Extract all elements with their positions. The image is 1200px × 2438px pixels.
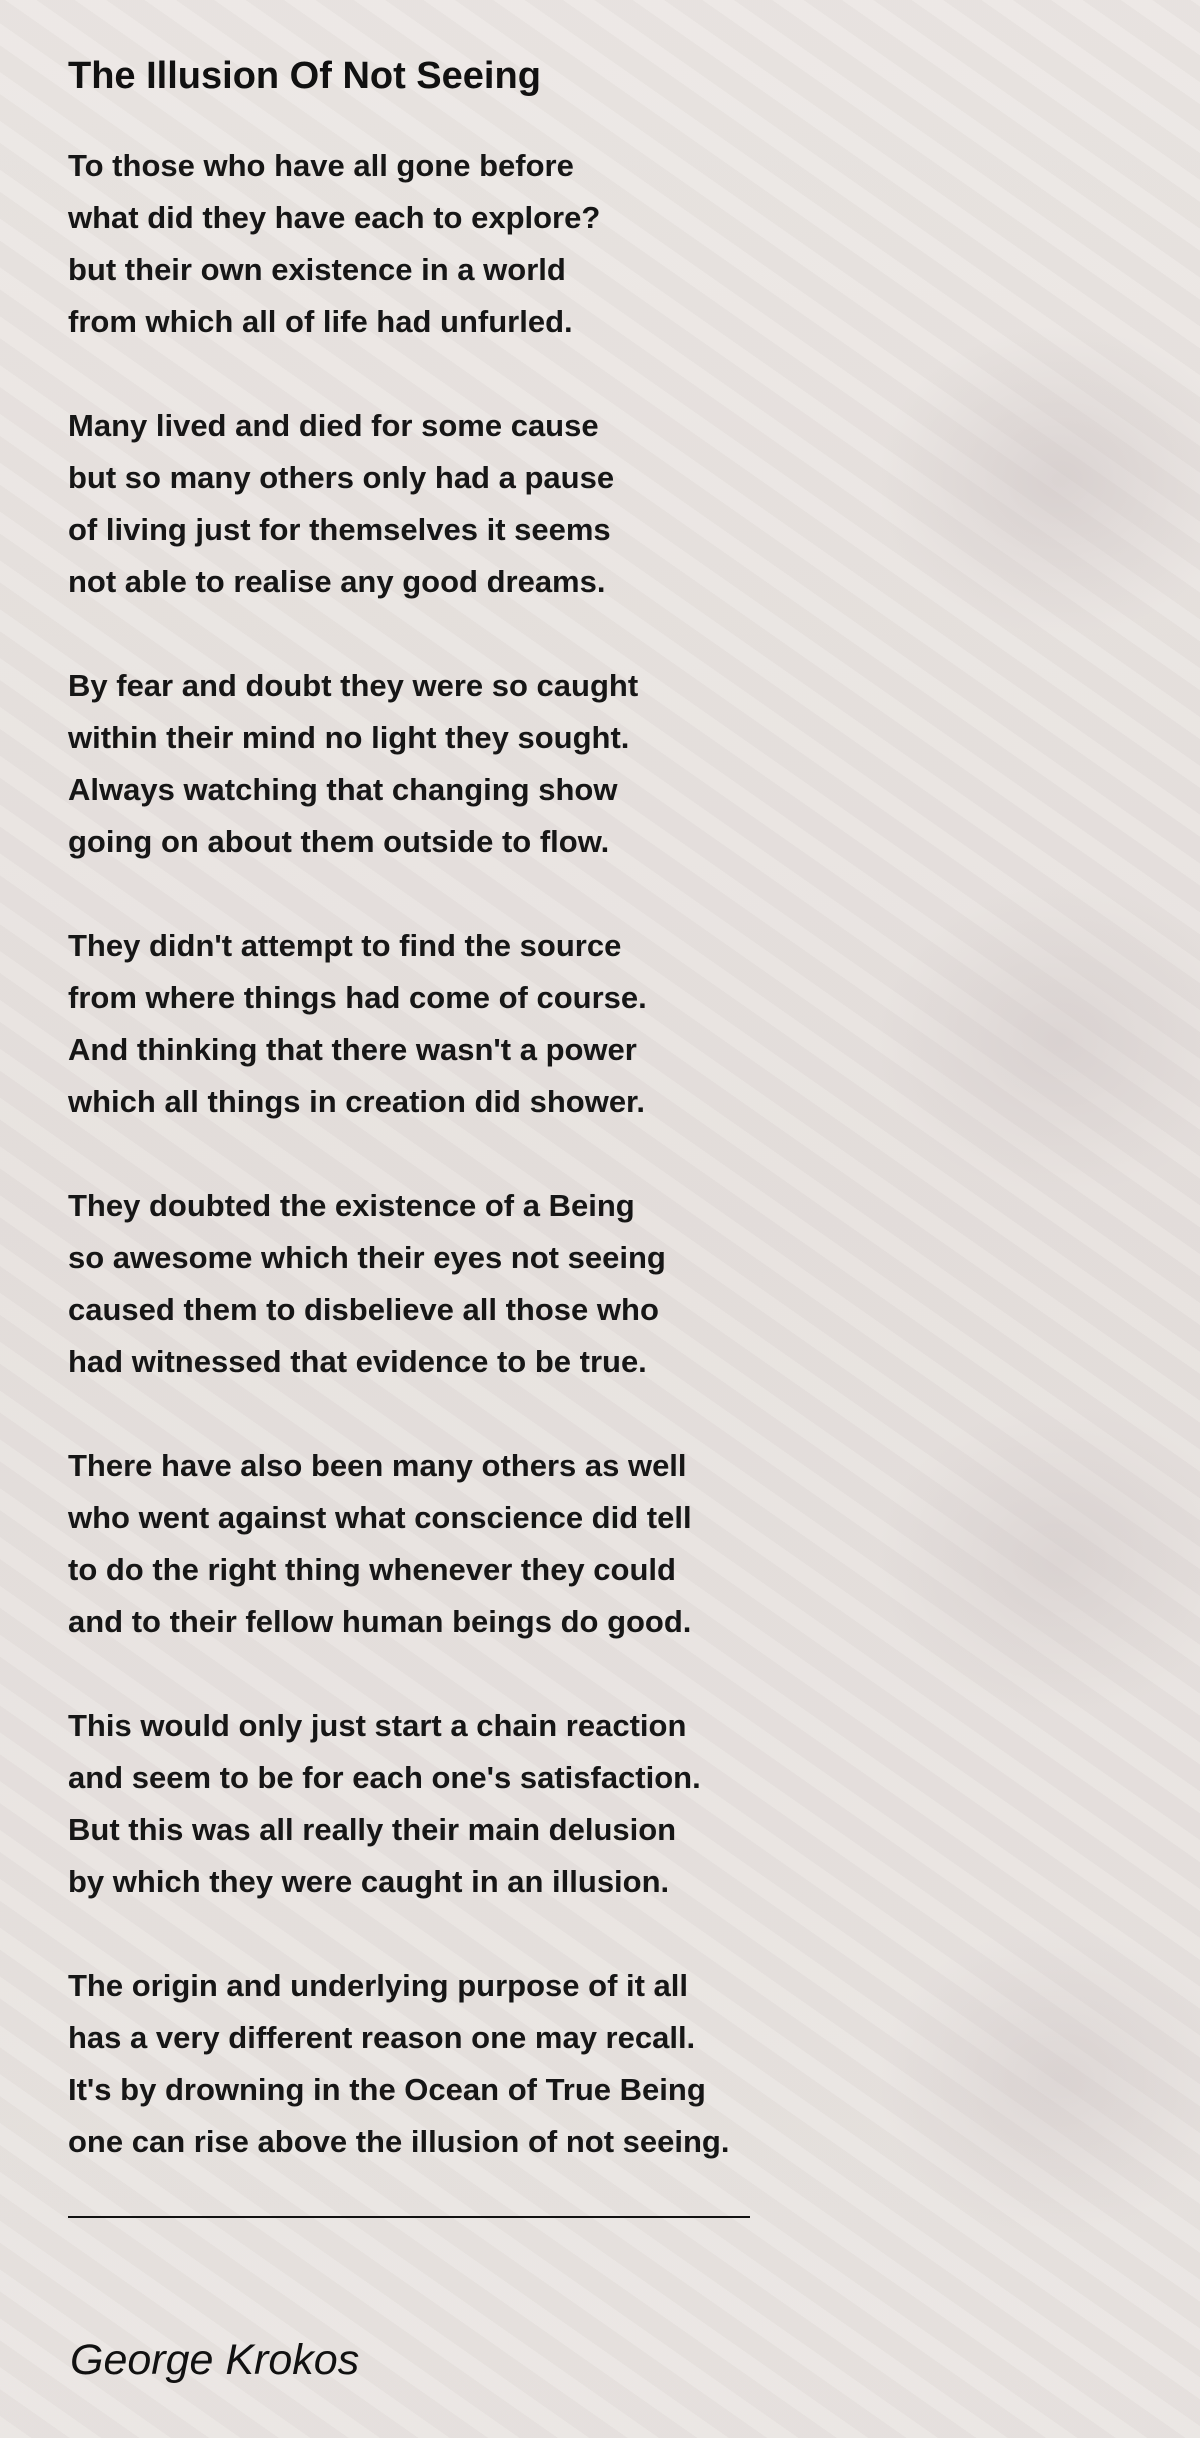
poem-line: which all things in creation did shower.	[68, 1084, 646, 1119]
poem-line: going on about them outside to flow.	[68, 824, 610, 859]
poem-body	[68, 140, 828, 2168]
poem-line: what did they have each to explore?	[68, 200, 601, 235]
poem-line: and to their fellow human beings do good.	[68, 1604, 692, 1639]
poem-line: had witnessed that evidence to be true.	[68, 1344, 647, 1379]
stanza-6	[68, 1440, 828, 1648]
poem-line: one can rise above the illusion of not seeing.	[68, 2124, 730, 2159]
poem-line: They didn't attempt to find the source	[68, 928, 622, 963]
poem-line: And thinking that there wasn't a power	[68, 1032, 637, 1067]
poem-line: caused them to disbelieve all those who	[68, 1292, 659, 1327]
poem-line: They doubted the existence of a Being	[68, 1188, 635, 1223]
poem-line: The origin and underlying purpose of it all	[68, 1968, 689, 2003]
poem-line: Many lived and died for some cause	[68, 408, 599, 443]
stanza-8	[68, 1960, 828, 2168]
poem-line: Always watching that changing show	[68, 772, 618, 807]
poem-line: not able to realise any good dreams.	[68, 564, 606, 599]
poem-line: To those who have all gone before	[68, 148, 574, 183]
poem-line: of living just for themselves it seems	[68, 512, 611, 547]
poem-title: The Illusion Of Not Seeing	[68, 55, 541, 97]
poem-line: But this was all really their main delusion	[68, 1812, 677, 1847]
poem-line: from which all of life had unfurled.	[68, 304, 573, 339]
stanza-3	[68, 660, 828, 868]
stanza-7	[68, 1700, 828, 1908]
poem-container	[68, 48, 828, 2168]
poem-line: and seem to be for each one's satisfaction.	[68, 1760, 701, 1795]
stanza-4	[68, 920, 828, 1128]
poem-line: from where things had come of course.	[68, 980, 647, 1015]
poem-author: George Krokos	[70, 2336, 360, 2384]
poem-line: It's by drowning in the Ocean of True Being	[68, 2072, 706, 2107]
poem-line: By fear and doubt they were so caught	[68, 668, 639, 703]
poem-line: This would only just start a chain reaction	[68, 1708, 687, 1743]
poem-line: within their mind no light they sought.	[68, 720, 630, 755]
stanza-5	[68, 1180, 828, 1388]
poem-line: There have also been many others as well	[68, 1448, 687, 1483]
poem-line: so awesome which their eyes not seeing	[68, 1240, 666, 1275]
poem-line: to do the right thing whenever they could	[68, 1552, 676, 1587]
poem-line: but their own existence in a world	[68, 252, 566, 287]
poem-line: has a very different reason one may recall.	[68, 2020, 696, 2055]
stanza-2	[68, 400, 828, 608]
poem-line: but so many others only had a pause	[68, 460, 615, 495]
stanza-1	[68, 140, 828, 348]
author-divider	[68, 2216, 750, 2218]
poem-line: who went against what conscience did tell	[68, 1500, 692, 1535]
poem-line: by which they were caught in an illusion.	[68, 1864, 670, 1899]
